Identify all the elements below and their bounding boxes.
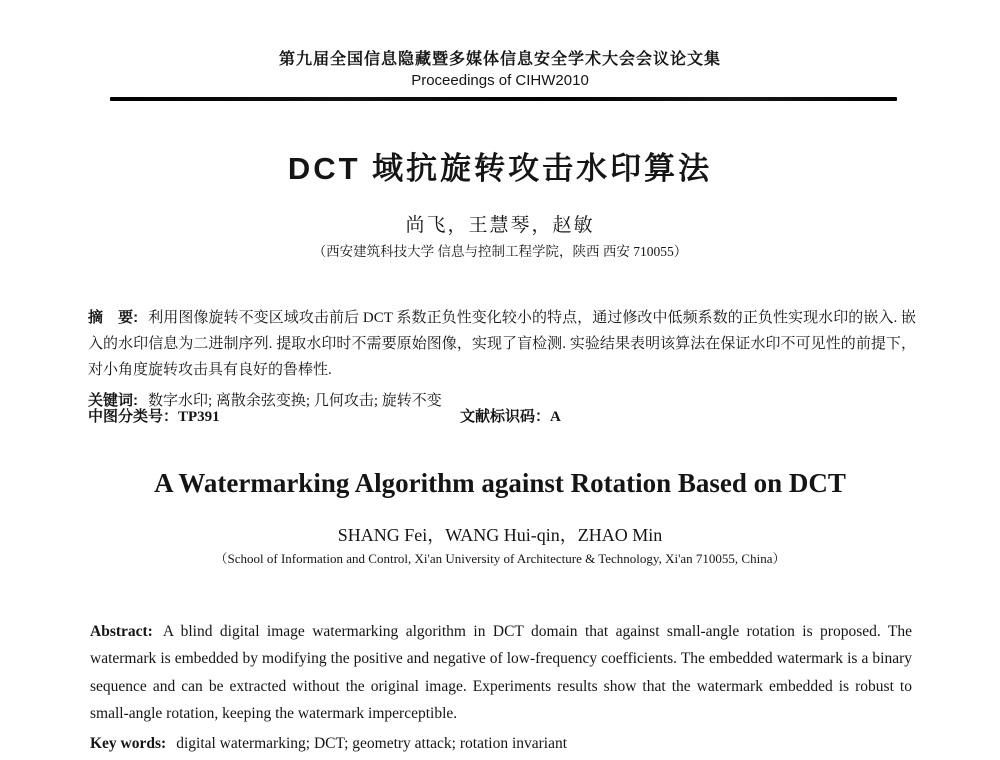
affiliation-en: （School of Information and Control, Xi'an University of Architecture & Technology, Xi'an 710055, China） — [214, 551, 786, 566]
conference-title-cn: 第九届全国信息隐藏暨多媒体信息安全学术大会会议论文集 — [278, 51, 721, 68]
document-code — [460, 405, 561, 429]
keywords-text-cn: 数字水印; 离散余弦变换; 几何攻击; 旋转不变 — [148, 393, 442, 409]
authors-cn: 尚飞，王慧琴，赵敏 — [405, 215, 595, 236]
document-code-value: A — [550, 409, 561, 425]
clc-value: TP391 — [178, 409, 220, 425]
abstract-cn — [88, 305, 916, 383]
abstract-en — [90, 618, 912, 728]
affiliation-cn: （西安建筑科技大学 信息与控制工程学院，陕西 西安 710055） — [312, 244, 688, 259]
abstract-label-en: Abstract: — [90, 622, 153, 640]
keywords-label-en: Key words: — [90, 734, 167, 752]
keywords-en — [90, 731, 912, 757]
proceedings-title-en: Proceedings of CIHW2010 — [411, 72, 589, 89]
clc-label: 中图分类号： — [88, 408, 179, 425]
keywords-label-cn: 关键词: — [88, 392, 138, 409]
paper-title-en: A Watermarking Algorithm against Rotation Based on DCT — [154, 468, 846, 498]
authors-en: SHANG Fei，WANG Hui-qin，ZHAO Min — [337, 525, 663, 545]
clc-number — [88, 405, 220, 429]
keywords-text-en: digital watermarking; DCT; geometry attack; rotation invariant — [176, 734, 568, 752]
header-rule — [110, 97, 897, 101]
paper-title-cn: DCT 域抗旋转攻击水印算法 — [287, 151, 713, 186]
abstract-text-cn: 利用图像旋转不变区域攻击前后 DCT 系数正负性变化较小的特点，通过修改中低频系数的正负性实现水印的嵌入. 嵌入的水印信息为二进制序列. 提取水印时不需要原始图像，实现了盲检测. 实验结果表明该算法在保证水印不可见性的前提下，对小角度旋转攻击具有良好的鲁棒性. — [88, 310, 917, 378]
abstract-text-en: A blind digital image watermarking algorithm in DCT domain that against small-angle rotation is proposed. The watermark is embedded by modifying the positive and negative of low-frequency coefficients. The embedded watermark is a binary sequence and can be extracted without the original image. Experiments results show that the watermark embedded is robust to small-angle rotation, keeping the watermark imperceptible. — [90, 622, 912, 722]
document-code-label: 文献标识码： — [460, 408, 551, 425]
abstract-label-cn: 摘 要: — [88, 309, 139, 326]
